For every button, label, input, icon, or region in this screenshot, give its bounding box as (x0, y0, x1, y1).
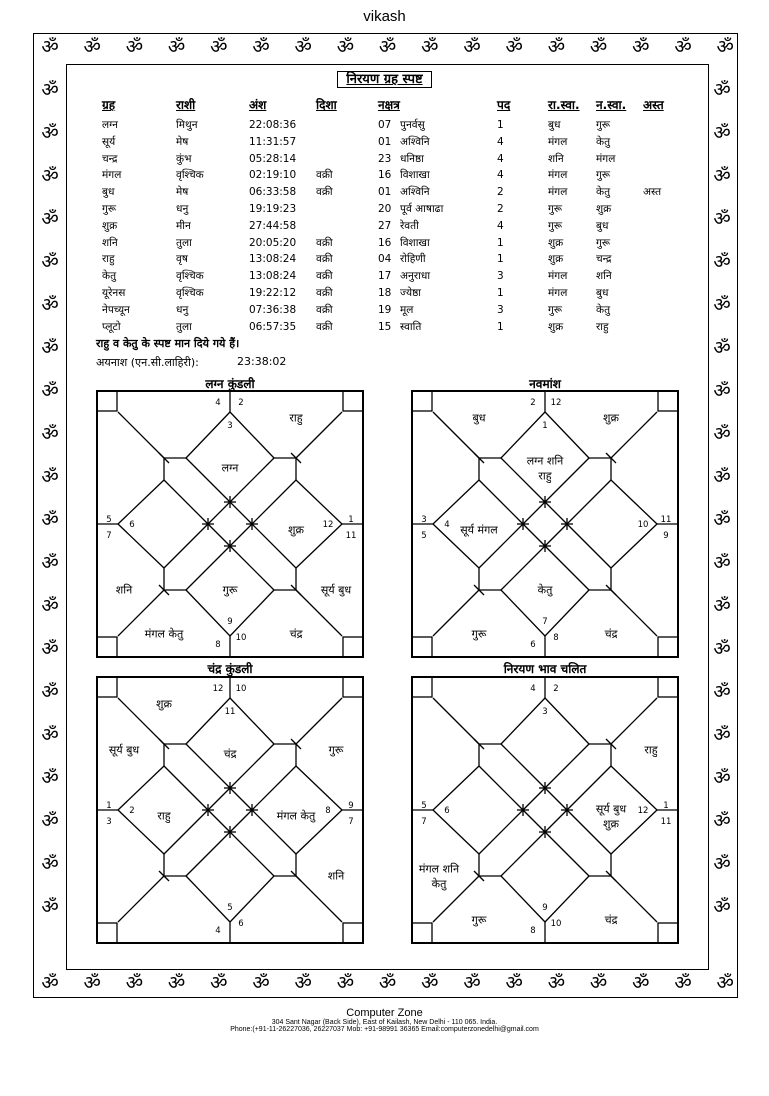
house-planets: शनि (327, 869, 345, 883)
cell-pad: 2 (497, 186, 504, 199)
col-ansh: अंश (249, 98, 267, 112)
house-number: 1 (106, 801, 112, 811)
house-number: 10 (550, 919, 562, 929)
om-symbol: ॐ (505, 972, 523, 994)
house-planets: चंद्र (223, 747, 237, 761)
house-number: 12 (637, 806, 649, 816)
house-planets: लग्न (221, 461, 239, 475)
om-symbol: ॐ (83, 972, 101, 994)
house-planets: सूर्य बुध (595, 802, 627, 815)
om-symbol: ॐ (713, 724, 731, 746)
cell-ansh: 06:33:58 (249, 186, 297, 199)
om-symbol: ॐ (41, 337, 59, 359)
house-number: 4 (444, 520, 450, 530)
house-number: 2 (530, 398, 536, 408)
cell-ansh: 27:44:58 (249, 219, 297, 232)
cell-nakshatra-swami: शुक्र (596, 203, 612, 215)
cell-rashi: धनु (176, 203, 189, 215)
cell-ansh: 20:05:20 (249, 236, 297, 249)
lagna-kundali-chart (96, 390, 364, 658)
om-symbol: ॐ (41, 810, 59, 832)
cell-nakshatra-swami: शनि (596, 270, 612, 283)
cell-disha: वक्री (316, 253, 333, 266)
house-planets: राहु (157, 809, 171, 823)
om-symbol: ॐ (210, 36, 228, 58)
document-title: vikash (363, 8, 406, 25)
om-symbol: ॐ (421, 972, 439, 994)
cell-ansh: 13:08:24 (249, 253, 297, 266)
cell-rashi: तुला (176, 236, 192, 249)
house-planets: चंद्र (289, 627, 303, 641)
om-symbol: ॐ (713, 294, 731, 316)
cell-nakshatra-num: 20 (378, 203, 392, 215)
cell-nakshatra-swami: केतु (596, 186, 611, 199)
om-symbol: ॐ (41, 294, 59, 316)
house-number: 9 (542, 903, 548, 913)
om-symbol: ॐ (713, 767, 731, 789)
cell-nakshatra-num: 07 (378, 119, 392, 131)
om-symbol: ॐ (463, 36, 481, 58)
house-planets: सूर्य बुध (320, 583, 352, 597)
house-planets: राहु (644, 743, 658, 757)
om-symbol: ॐ (41, 552, 59, 574)
cell-rashi-swami: शनि (548, 152, 564, 165)
om-symbol: ॐ (378, 36, 397, 58)
cell-nakshatra: विशाखा (400, 169, 430, 182)
cell-rashi: वृश्चिक (176, 287, 204, 299)
om-symbol: ॐ (716, 36, 734, 58)
cell-graha: नेपच्यून (102, 303, 130, 316)
cell-graha: शनि (102, 236, 118, 249)
house-number: 6 (530, 640, 536, 650)
cell-ansh: 19:22:12 (249, 287, 297, 299)
om-symbol: ॐ (716, 972, 734, 994)
cell-ansh: 19:19:23 (249, 203, 297, 215)
house-planets: गुरू (471, 627, 487, 641)
house-number: 4 (530, 684, 536, 694)
house-planets: शुक्र (156, 697, 172, 711)
om-symbol: ॐ (41, 681, 59, 703)
house-planets: शुक्र (603, 817, 619, 830)
house-number: 10 (235, 684, 247, 694)
cell-nakshatra-num: 18 (378, 287, 392, 299)
om-symbol: ॐ (713, 165, 731, 187)
cell-nakshatra-swami: राहु (596, 320, 609, 333)
cell-nakshatra-num: 23 (378, 152, 392, 165)
cell-graha: मंगल (102, 169, 122, 182)
om-symbol: ॐ (125, 972, 144, 994)
house-planets: गुरू (328, 743, 344, 757)
cell-graha: गुरू (102, 203, 117, 215)
cell-nakshatra: पुनर्वसु (400, 119, 425, 131)
col-nakshatra: नक्षत्र (378, 98, 400, 112)
cell-graha: राहु (102, 253, 115, 266)
house-number: 11 (224, 707, 236, 717)
house-number: 12 (212, 684, 224, 694)
cell-disha: वक्री (316, 287, 333, 299)
om-symbol: ॐ (41, 638, 59, 660)
om-symbol: ॐ (252, 972, 270, 994)
cell-rashi-swami: मंगल (548, 135, 568, 148)
om-symbol: ॐ (210, 972, 228, 994)
om-symbol: ॐ (41, 466, 59, 488)
house-planets: मंगल केतु (276, 809, 316, 823)
house-planets: सूर्य बुध (108, 743, 140, 757)
cell-rashi-swami: शुक्र (548, 320, 564, 333)
house-number: 6 (129, 520, 135, 530)
cell-rashi-swami: गुरू (548, 203, 563, 215)
cell-pad: 3 (497, 270, 504, 283)
om-symbol: ॐ (632, 972, 650, 994)
om-symbol: ॐ (421, 36, 439, 58)
col-graha: ग्रह (102, 98, 116, 112)
cell-graha: लग्न (102, 119, 118, 131)
om-symbol: ॐ (41, 767, 59, 789)
col-rashi-swami: रा.स्वा. (548, 98, 580, 112)
om-symbol: ॐ (713, 552, 731, 574)
cell-ansh: 22:08:36 (249, 119, 297, 131)
cell-pad: 4 (497, 152, 504, 165)
om-symbol: ॐ (547, 972, 566, 994)
cell-nakshatra: स्वाति (400, 320, 422, 333)
col-ast: अस्त (643, 98, 664, 112)
house-planets: मंगल शनि (418, 862, 460, 875)
cell-ansh: 06:57:35 (249, 320, 297, 333)
house-number: 8 (530, 926, 536, 936)
cell-pad: 1 (497, 320, 504, 333)
house-planets: शुक्र (603, 411, 619, 425)
house-number: 11 (345, 531, 357, 541)
om-symbol: ॐ (674, 36, 692, 58)
om-symbol: ॐ (41, 122, 59, 144)
cell-ansh: 02:19:10 (249, 169, 297, 182)
cell-rashi-swami: मंगल (548, 186, 568, 199)
cell-disha: वक्री (316, 270, 333, 283)
planets-heading: निरयण ग्रह स्पष्ट (0, 68, 769, 87)
cell-pad: 1 (497, 253, 504, 266)
house-planets: चंद्र (604, 913, 618, 927)
om-symbol: ॐ (167, 36, 186, 58)
cell-disha: वक्री (316, 169, 333, 182)
cell-pad: 4 (497, 219, 504, 232)
house-number: 12 (550, 398, 562, 408)
cell-pad: 4 (497, 169, 504, 182)
cell-rashi: मीन (176, 219, 191, 232)
house-number: 4 (215, 398, 221, 408)
cell-nakshatra: धनिष्ठा (400, 152, 424, 165)
cell-nakshatra-num: 04 (378, 253, 392, 266)
cell-nakshatra-num: 27 (378, 219, 392, 232)
footer-contact: Phone:(+91-11-26227036, 26227037 Mob: +91-98991 36365 Email:computerzonedelhi@gmail.com (230, 1026, 539, 1033)
house-number: 9 (227, 617, 233, 627)
cell-nakshatra-swami: चन्द्र (596, 253, 612, 266)
col-rashi: राशी (176, 98, 196, 112)
cell-nakshatra-num: 19 (378, 303, 392, 316)
house-number: 6 (444, 806, 450, 816)
chart-title-navamsha: नवमांश (529, 377, 561, 391)
om-symbol: ॐ (167, 972, 186, 994)
cell-rashi-swami: मंगल (548, 287, 568, 299)
cell-nakshatra-num: 17 (378, 270, 392, 283)
house-planets: लग्न शनि (526, 454, 564, 467)
cell-graha: केतु (102, 270, 117, 283)
om-symbol: ॐ (41, 595, 59, 617)
house-number: 3 (106, 817, 112, 827)
footer-address: 304 Sant Nagar (Back Side), East of Kailash, New Delhi - 110 065. India. (271, 1019, 498, 1026)
om-symbol: ॐ (41, 165, 59, 187)
navamsha-chart (411, 390, 679, 658)
cell-nakshatra: पूर्व आषाढा (400, 203, 444, 215)
ayanamsha-label: अयनाश (एन.सी.लाहिरी): (96, 356, 199, 369)
house-number: 7 (421, 817, 427, 827)
om-symbol: ॐ (294, 972, 312, 994)
house-number: 5 (106, 515, 112, 525)
cell-graha: सूर्य (102, 135, 116, 148)
om-symbol: ॐ (41, 423, 59, 445)
house-number: 11 (660, 515, 672, 525)
house-number: 8 (215, 640, 221, 650)
cell-rashi: मिथुन (176, 119, 198, 131)
house-number: 7 (348, 817, 354, 827)
om-symbol: ॐ (336, 36, 355, 58)
cell-disha: वक्री (316, 236, 333, 249)
cell-nakshatra-swami: केतु (596, 303, 611, 316)
chandra-kundali-chart (96, 676, 364, 944)
cell-nakshatra-swami: गुरू (596, 169, 611, 182)
house-number: 12 (322, 520, 334, 530)
house-number: 7 (542, 617, 548, 627)
house-planets: शुक्र (288, 523, 304, 537)
house-number: 2 (129, 806, 135, 816)
cell-disha: वक्री (316, 186, 333, 199)
cell-ansh: 05:28:14 (249, 152, 297, 165)
house-number: 11 (660, 817, 672, 827)
om-symbol: ॐ (41, 36, 59, 58)
chart-title-chandra: चंद्र कुंडली (207, 662, 253, 676)
house-number: 1 (348, 515, 354, 525)
chart-title-lagna: लग्न कुंडली (205, 377, 255, 391)
house-number: 3 (227, 421, 233, 431)
om-symbol: ॐ (713, 810, 731, 832)
cell-pad: 1 (497, 287, 504, 299)
cell-nakshatra-num: 16 (378, 236, 392, 249)
om-symbol: ॐ (41, 972, 59, 994)
om-symbol: ॐ (41, 853, 59, 875)
om-symbol: ॐ (547, 36, 566, 58)
house-number: 5 (421, 531, 427, 541)
om-symbol: ॐ (41, 724, 59, 746)
footer (0, 1007, 769, 1033)
cell-nakshatra-num: 16 (378, 169, 392, 182)
om-symbol: ॐ (713, 509, 731, 531)
cell-pad: 4 (497, 135, 504, 148)
om-symbol: ॐ (713, 208, 731, 230)
om-symbol: ॐ (713, 79, 731, 101)
cell-nakshatra: रेवती (400, 219, 419, 232)
cell-nakshatra-num: 15 (378, 320, 392, 333)
om-symbol: ॐ (713, 681, 731, 703)
cell-nakshatra: ज्येष्ठा (400, 287, 421, 299)
om-symbol: ॐ (713, 896, 731, 918)
chart-title-bhav-chalit: निरयण भाव चलित (503, 662, 587, 676)
cell-pad: 3 (497, 303, 504, 316)
cell-rashi: कुंभ (176, 152, 192, 165)
cell-nakshatra-swami: गुरू (596, 236, 611, 249)
cell-ansh: 07:36:38 (249, 303, 297, 316)
cell-pad: 1 (497, 119, 504, 131)
om-symbol: ॐ (713, 423, 731, 445)
cell-rashi-swami: मंगल (548, 270, 568, 283)
cell-rashi: वृश्चिक (176, 270, 204, 283)
cell-nakshatra: अनुराधा (400, 270, 431, 283)
cell-nakshatra-num: 01 (378, 186, 392, 199)
cell-rashi: वृश्चिक (176, 169, 204, 182)
house-number: 2 (553, 684, 559, 694)
cell-nakshatra: मूल (400, 303, 414, 316)
om-symbol: ॐ (505, 36, 523, 58)
cell-graha: यूरेनस (102, 287, 126, 299)
cell-rashi: धनु (176, 303, 189, 316)
cell-nakshatra: अश्विनि (400, 186, 430, 199)
om-symbol: ॐ (674, 972, 692, 994)
cell-disha: वक्री (316, 320, 333, 333)
cell-pad: 1 (497, 236, 504, 249)
house-number: 5 (227, 903, 233, 913)
cell-rashi-swami: मंगल (548, 169, 568, 182)
om-symbol: ॐ (632, 36, 650, 58)
om-symbol: ॐ (41, 208, 59, 230)
om-symbol: ॐ (713, 122, 731, 144)
house-number: 3 (421, 515, 427, 525)
house-number: 9 (348, 801, 354, 811)
om-symbol: ॐ (463, 972, 481, 994)
cell-ansh: 13:08:24 (249, 270, 297, 283)
om-symbol: ॐ (713, 466, 731, 488)
cell-graha: शुक्र (102, 219, 118, 232)
cell-rashi-swami: बुध (548, 119, 561, 131)
om-symbol: ॐ (589, 972, 608, 994)
house-planets: गुरू (471, 913, 487, 927)
cell-graha: प्लूटो (102, 320, 121, 333)
house-planets: केतु (537, 583, 553, 597)
cell-nakshatra: विशाखा (400, 236, 430, 249)
footer-company: Computer Zone (346, 1007, 423, 1019)
cell-nakshatra-num: 01 (378, 135, 392, 148)
om-symbol: ॐ (713, 380, 731, 402)
house-planets: राहु (538, 469, 552, 482)
om-symbol: ॐ (336, 972, 355, 994)
om-symbol: ॐ (41, 509, 59, 531)
house-number: 5 (421, 801, 427, 811)
house-planets: राहु (289, 411, 303, 425)
om-symbol: ॐ (713, 638, 731, 660)
om-symbol: ॐ (41, 896, 59, 918)
cell-rashi-swami: शुक्र (548, 236, 564, 249)
cell-graha: बुध (102, 186, 115, 199)
om-symbol: ॐ (589, 36, 608, 58)
house-planets: सूर्य मंगल (460, 523, 498, 537)
house-number: 3 (542, 707, 548, 717)
ayanamsha-value: 23:38:02 (237, 355, 287, 368)
cell-nakshatra-swami: गुरू (596, 119, 611, 131)
om-symbol: ॐ (713, 337, 731, 359)
om-symbol: ॐ (41, 251, 59, 273)
house-number: 1 (663, 801, 669, 811)
cell-nakshatra-swami: बुध (596, 219, 609, 232)
house-number: 8 (553, 633, 559, 643)
om-symbol: ॐ (125, 36, 144, 58)
om-symbol: ॐ (252, 36, 270, 58)
house-number: 8 (325, 806, 331, 816)
house-planets: बुध (472, 411, 486, 425)
cell-graha: चन्द्र (102, 152, 118, 165)
om-symbol: ॐ (713, 251, 731, 273)
house-planets: केतु (431, 877, 447, 890)
om-symbol: ॐ (713, 853, 731, 875)
house-number: 9 (663, 531, 669, 541)
house-number: 4 (215, 926, 221, 936)
om-symbol: ॐ (378, 972, 397, 994)
cell-nakshatra: अश्विनि (400, 135, 430, 148)
rahu-ketu-note: राहु व केतु के स्पष्ट मान दिये गये हैं। (96, 337, 240, 350)
cell-rashi: वृष (176, 253, 188, 266)
cell-disha: वक्री (316, 303, 333, 316)
cell-rashi: मेष (176, 186, 189, 199)
om-symbol: ॐ (83, 36, 101, 58)
cell-rashi: तुला (176, 320, 192, 333)
cell-ast: अस्त (643, 186, 662, 199)
bhav-chalit-chart (411, 676, 679, 944)
cell-nakshatra-swami: केतु (596, 135, 611, 148)
house-planets: शनि (115, 583, 133, 597)
house-number: 10 (637, 520, 649, 530)
col-pad: पद (497, 98, 511, 112)
om-symbol: ॐ (41, 380, 59, 402)
house-number: 2 (238, 398, 244, 408)
cell-nakshatra-swami: बुध (596, 287, 609, 299)
col-disha: दिशा (316, 98, 337, 112)
cell-nakshatra-swami: मंगल (596, 152, 616, 165)
om-symbol: ॐ (713, 595, 731, 617)
house-planets: गुरू (222, 583, 238, 597)
cell-rashi-swami: गुरू (548, 303, 563, 316)
house-planets: मंगल केतु (144, 627, 184, 641)
cell-pad: 2 (497, 203, 504, 215)
house-number: 6 (238, 919, 244, 929)
om-symbol: ॐ (41, 79, 59, 101)
col-nakshatra-swami: न.स्वा. (596, 98, 627, 112)
house-number: 1 (542, 421, 548, 431)
cell-rashi-swami: शुक्र (548, 253, 564, 266)
cell-nakshatra: रोहिणी (400, 253, 426, 266)
house-number: 7 (106, 531, 112, 541)
om-symbol: ॐ (294, 36, 312, 58)
cell-rashi-swami: गुरू (548, 219, 563, 232)
house-planets: चंद्र (604, 627, 618, 641)
cell-ansh: 11:31:57 (249, 135, 297, 148)
cell-rashi: मेष (176, 135, 189, 148)
house-number: 10 (235, 633, 247, 643)
